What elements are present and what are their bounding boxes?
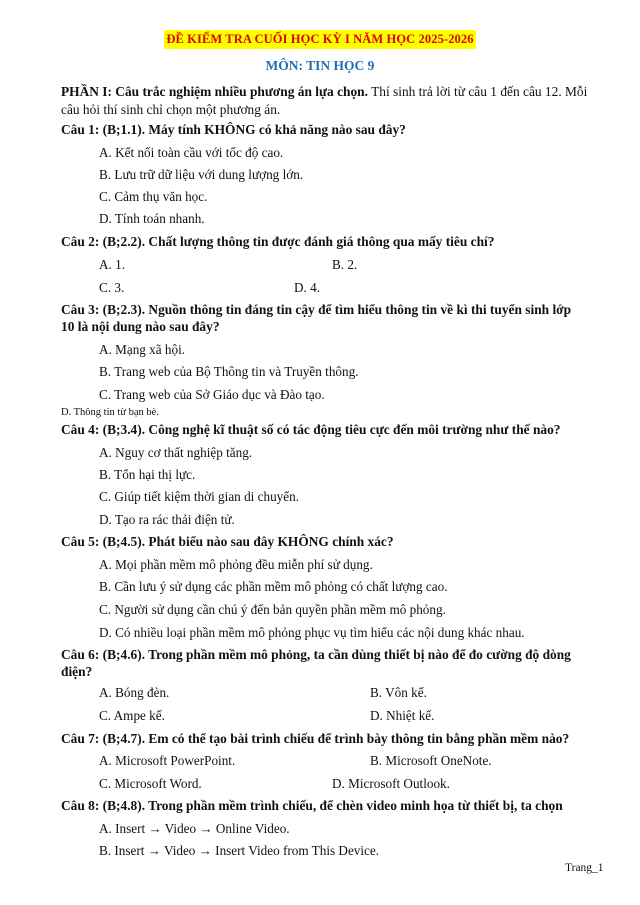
question-7: Câu 7: (B;4.7). Em có thể tạo bài trình chiếu để trình bày thông tin bằng phần mềm nào?: [61, 731, 570, 746]
question-5: Câu 5: (B;4.5). Phát biểu nào sau đây KHÔNG chính xác?: [61, 534, 394, 549]
q8-option-a[interactable]: A. Insert → Video → Online Video.: [99, 821, 290, 836]
q5-option-d[interactable]: D. Có nhiều loại phần mềm mô phỏng phục vụ tìm hiểu các nội dung khác nhau.: [99, 625, 525, 640]
q6-option-a[interactable]: A. Bóng đèn.: [99, 685, 170, 700]
q4-option-c[interactable]: C. Giúp tiết kiệm thời gian di chuyển.: [99, 489, 299, 504]
q6-option-b[interactable]: B. Vôn kế.: [370, 685, 427, 700]
exam-subject: MÔN: TIN HỌC 9: [265, 58, 375, 73]
q2-option-d[interactable]: D. 4.: [294, 280, 321, 295]
q1-option-c[interactable]: C. Cảm thụ văn học.: [99, 189, 208, 204]
q7-option-b[interactable]: B. Microsoft OneNote.: [370, 753, 492, 768]
exam-title: ĐỀ KIỂM TRA CUỐI HỌC KỲ I NĂM HỌC 2025-2026: [164, 30, 475, 49]
page-number: Trang_1: [565, 862, 604, 874]
q8-option-b[interactable]: B. Insert → Video → Insert Video from This Device.: [99, 843, 380, 858]
q4-option-a[interactable]: A. Nguy cơ thất nghiệp tăng.: [99, 445, 253, 460]
q2-option-a[interactable]: A. 1.: [99, 257, 126, 272]
part-heading: PHẦN I: Câu trắc nghiệm nhiều phương án lựa chọn.: [61, 84, 368, 99]
q1-option-b[interactable]: B. Lưu trữ dữ liệu với dung lượng lớn.: [99, 167, 304, 182]
question-3-line-1: Câu 3: (B;2.3). Nguồn thông tin đáng tin cậy để tìm hiểu thông tin về kì thi tuyển sinh lớp: [61, 302, 572, 317]
q5-option-c[interactable]: C. Người sử dụng cần chú ý đến bản quyền phần mềm mô phỏng.: [99, 602, 446, 617]
part-instruction: Thí sinh trả lời từ câu 1 đến câu 12. Mỗi câu hỏi thí sinh chỉ chọn một phương án.: [61, 84, 588, 118]
q5-option-b[interactable]: B. Cần lưu ý sử dụng các phần mềm mô phỏng có chất lượng cao.: [99, 579, 448, 594]
q2-option-c[interactable]: C. 3.: [99, 280, 125, 295]
question-3-line-2: 10 là nội dung nào sau đây?: [61, 319, 220, 334]
part-intro: [61, 83, 601, 119]
exam-header: [0, 30, 640, 49]
q3-option-d[interactable]: D. Thông tin từ bạn bè.: [61, 407, 159, 418]
q6-option-d[interactable]: D. Nhiệt kế.: [370, 708, 435, 723]
q3-option-b[interactable]: B. Trang web của Bộ Thông tin và Truyền thông.: [99, 364, 359, 379]
q7-option-c[interactable]: C. Microsoft Word.: [99, 776, 202, 791]
question-1: Câu 1: (B;1.1). Máy tính KHÔNG có khả năng nào sau đây?: [61, 122, 406, 137]
q7-option-a[interactable]: A. Microsoft PowerPoint.: [99, 753, 236, 768]
question-2: Câu 2: (B;2.2). Chất lượng thông tin được đánh giá thông qua mấy tiêu chí?: [61, 234, 495, 249]
q5-option-a[interactable]: A. Mọi phần mềm mô phỏng đều miễn phí sử dụng.: [99, 557, 373, 572]
q6-option-c[interactable]: C. Ampe kế.: [99, 708, 165, 723]
q4-option-b[interactable]: B. Tổn hại thị lực.: [99, 467, 196, 482]
q4-option-d[interactable]: D. Tạo ra rác thải điện tử.: [99, 512, 235, 527]
q2-option-b[interactable]: B. 2.: [332, 257, 358, 272]
q1-option-a[interactable]: A. Kết nối toàn cầu với tốc độ cao.: [99, 145, 284, 160]
question-6-line-2: điện?: [61, 664, 93, 679]
q1-option-d[interactable]: D. Tính toán nhanh.: [99, 211, 205, 226]
question-8: Câu 8: (B;4.8). Trong phần mềm trình chiếu, để chèn video minh họa từ thiết bị, ta chọn: [61, 798, 563, 813]
q3-option-a[interactable]: A. Mạng xã hội.: [99, 342, 186, 357]
q3-option-c[interactable]: C. Trang web của Sở Giáo dục và Đào tạo.: [99, 387, 325, 402]
q7-option-d[interactable]: D. Microsoft Outlook.: [332, 776, 450, 791]
question-6-line-1: Câu 6: (B;4.6). Trong phần mềm mô phỏng, ta cần dùng thiết bị nào để đo cường độ dòng: [61, 647, 571, 662]
question-4: Câu 4: (B;3.4). Công nghệ kĩ thuật số có tác động tiêu cực đến môi trường như thế nào?: [61, 422, 561, 437]
